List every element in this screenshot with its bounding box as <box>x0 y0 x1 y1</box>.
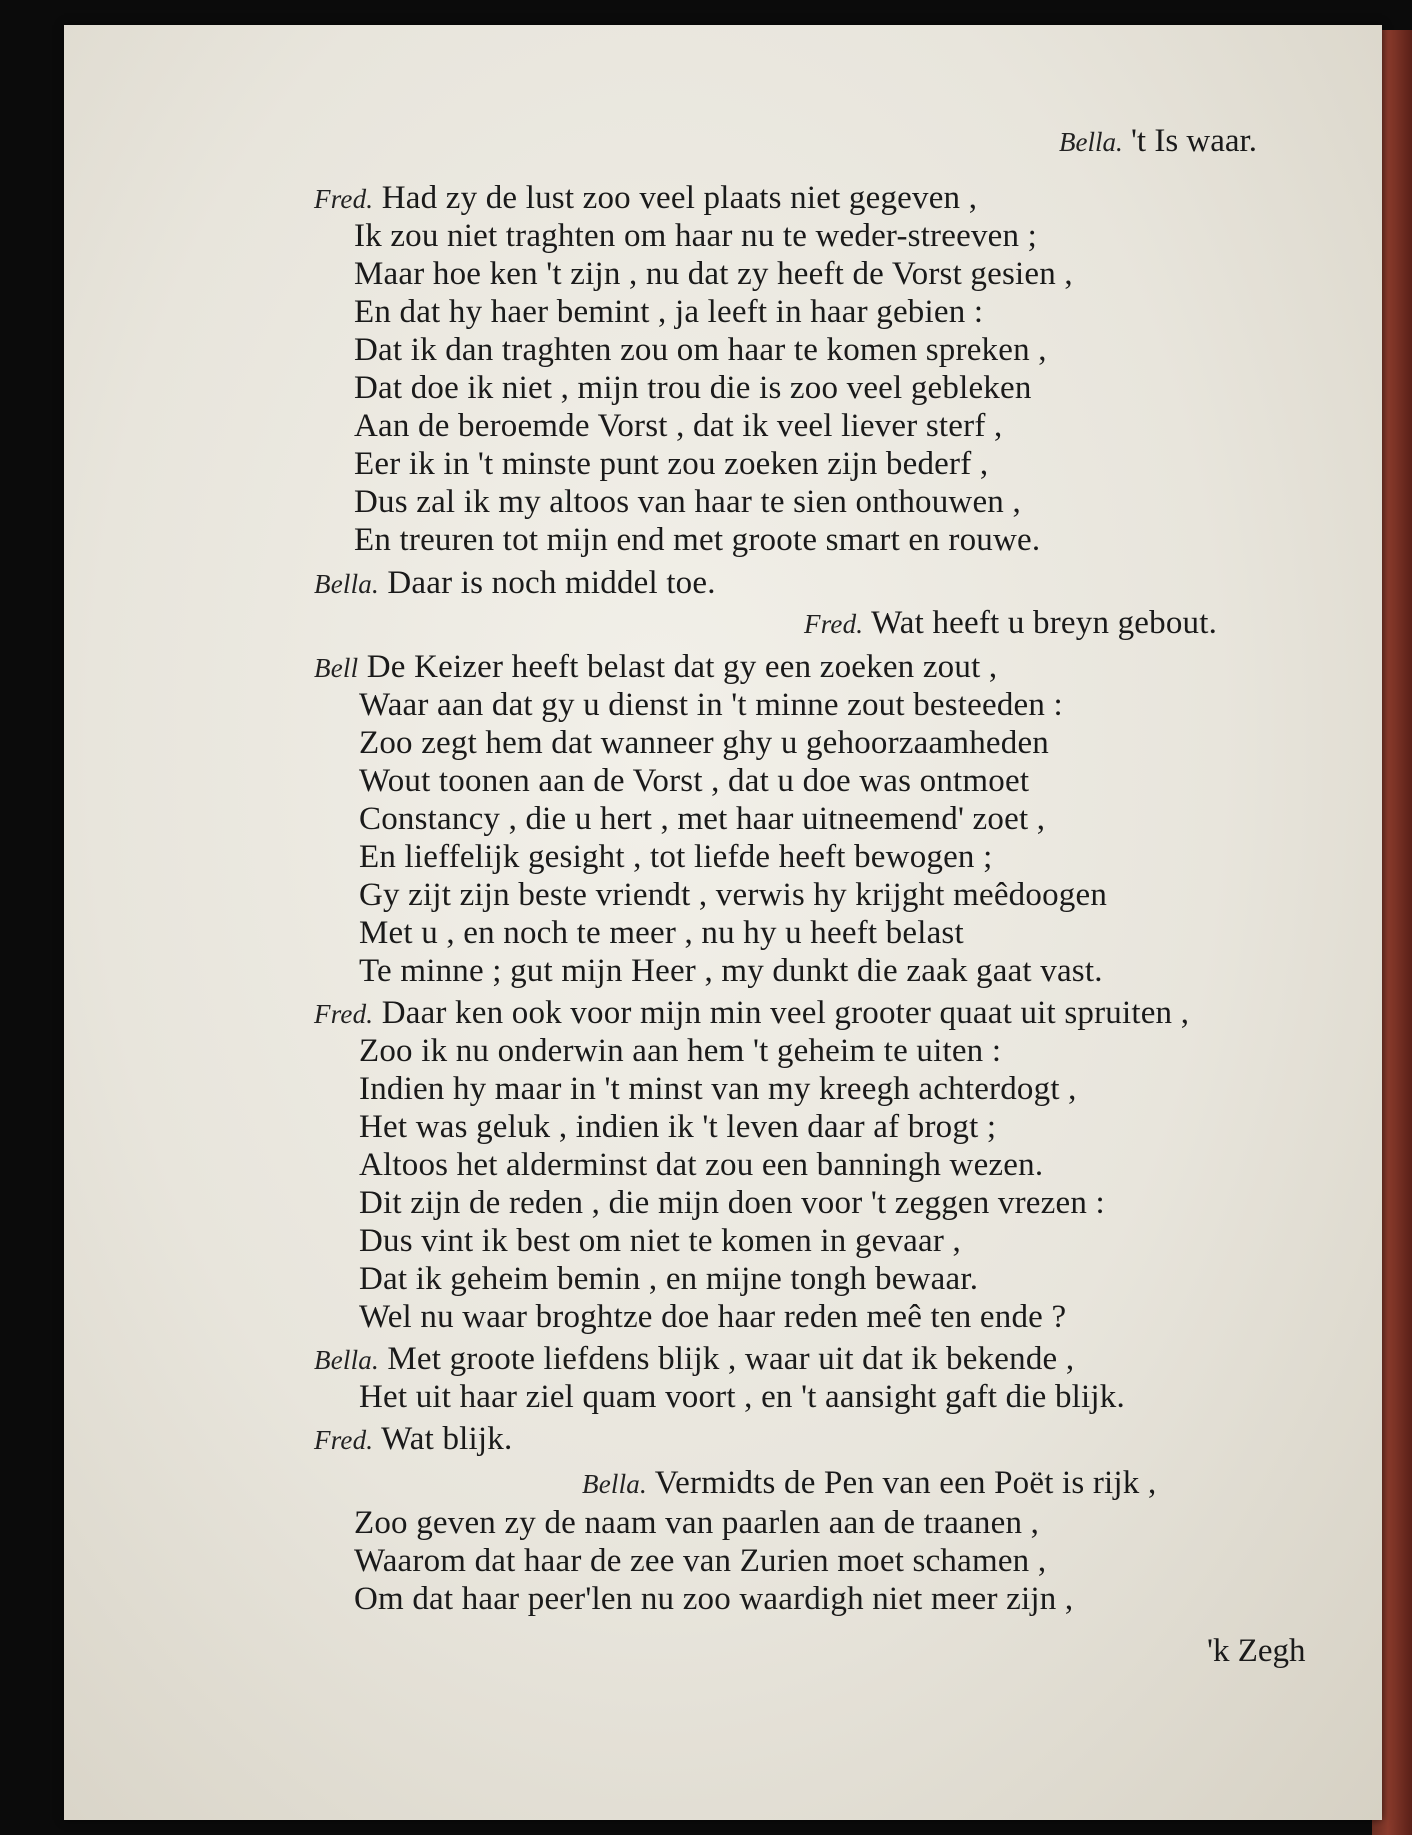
speaker-label: Fred. <box>314 999 374 1029</box>
verse-text: Dit zijn de reden , die mijn doen voor 't zeggen vrezen : <box>359 1185 1105 1221</box>
speaker-label: Fred. <box>804 609 864 639</box>
catchword: 'k Zegh <box>1207 1633 1306 1669</box>
verse-line <box>354 408 1002 445</box>
verse-line <box>354 522 1040 559</box>
verse-text: Om dat haar peer'len nu zoo waardigh niet meer zijn , <box>354 1581 1074 1617</box>
verse-text: Wat heeft u breyn gebout. <box>871 605 1218 641</box>
verse-line <box>359 687 1063 724</box>
verse-line <box>359 801 1045 838</box>
verse-line <box>582 1465 1156 1502</box>
verse-text: Zoo zegt hem dat wanneer ghy u gehoorzaamheden <box>359 725 1050 761</box>
verse-text: De Keizer heeft belast dat gy een zoeken zout , <box>366 649 998 685</box>
verse-text: Vermidts de Pen van een Poët is rijk , <box>654 1465 1157 1501</box>
verse-text: Aan de beroemde Vorst , dat ik veel liever sterf , <box>354 408 1003 444</box>
verse-line <box>354 1543 1046 1580</box>
verse-line <box>314 1421 512 1458</box>
verse-text: En dat hy haer bemint , ja leeft in haar gebien : <box>354 294 984 330</box>
verse-text: Indien hy maar in 't minst van my kreegh achterdogt , <box>359 1071 1077 1107</box>
verse-text: Het was geluk , indien ik 't leven daar af brogt ; <box>359 1109 997 1145</box>
verse-text: Met groote liefdens blijk , waar uit dat ik bekende , <box>387 1341 1075 1377</box>
verse-line <box>359 1071 1077 1108</box>
verse-text: Gy zijt zijn beste vriendt , verwis hy krijght meêdoogen <box>359 877 1108 913</box>
verse-line <box>359 1261 978 1298</box>
verse-line <box>314 995 1189 1032</box>
verse-text: Ik zou niet traghten om haar nu te weder-streeven ; <box>354 218 1038 254</box>
verse-text: Wout toonen aan de Vorst , dat u doe was ontmoet <box>359 763 1030 799</box>
verse-text: Daar ken ook voor mijn min veel grooter quaat uit spruiten , <box>381 995 1190 1031</box>
speaker-label: Bella. <box>314 1345 379 1375</box>
running-head <box>1059 123 1257 160</box>
verse-line <box>354 1505 1039 1542</box>
verse-text: Dus vint ik best om niet te komen in gevaar , <box>359 1223 961 1259</box>
verse-line <box>359 1299 1066 1336</box>
speaker-label: Bella. <box>582 1469 647 1499</box>
verse-line <box>354 446 988 483</box>
speaker-label: Fred. <box>314 1425 374 1455</box>
verse-line <box>804 605 1217 642</box>
verse-text: En treuren tot mijn end met groote smart en rouwe. <box>354 522 1041 558</box>
verse-line <box>354 484 1021 521</box>
verse-text: Dat ik dan traghten zou om haar te komen spreken , <box>354 332 1047 368</box>
book-page <box>64 25 1382 1820</box>
verse-line <box>359 1109 996 1146</box>
speaker-label: Bell <box>314 653 359 683</box>
verse-text: Altoos het alderminst dat zou een banningh wezen. <box>359 1147 1044 1183</box>
verse-text: Dat doe ik niet , mijn trou die is zoo veel gebleken <box>354 370 1032 406</box>
verse-text: Zoo ik nu onderwin aan hem 't geheim te uiten : <box>359 1033 1002 1069</box>
verse-line <box>354 332 1047 369</box>
verse-text: Dat ik geheim bemin , en mijne tongh bewaar. <box>359 1261 979 1297</box>
verse-text: Te minne ; gut mijn Heer , my dunkt die zaak gaat vast. <box>359 953 1103 989</box>
header-speaker: Bella. <box>1059 127 1123 157</box>
verse-line <box>359 1033 1001 1070</box>
verse-line <box>314 1341 1074 1378</box>
header-text: 't Is waar. <box>1130 123 1257 159</box>
verse-line <box>359 1147 1043 1184</box>
page-text-area <box>64 25 1382 1820</box>
verse-text: Maar hoe ken 't zijn , nu dat zy heeft de Vorst gesien , <box>354 256 1073 292</box>
verse-line <box>314 565 716 602</box>
verse-line <box>359 953 1103 990</box>
verse-line <box>359 763 1029 800</box>
verse-line <box>354 218 1037 255</box>
verse-line <box>359 1223 961 1260</box>
verse-line <box>359 1185 1105 1222</box>
verse-line <box>359 839 992 876</box>
verse-text: Daar is noch middel toe. <box>387 565 716 601</box>
verse-line <box>354 370 1032 407</box>
verse-text: Met u , en noch te meer , nu hy u heeft belast <box>359 915 964 951</box>
verse-text: Eer ik in 't minste punt zou zoeken zijn bederf , <box>354 446 989 482</box>
verse-text: Wat blijk. <box>381 1421 513 1457</box>
verse-text: Dus zal ik my altoos van haar te sien onthouwen , <box>354 484 1021 520</box>
verse-line <box>314 649 997 686</box>
verse-line <box>354 294 983 331</box>
verse-text: Waar aan dat gy u dienst in 't minne zout besteeden : <box>359 687 1063 723</box>
verse-line <box>314 180 977 217</box>
verse-text: Het uit haar ziel quam voort , en 't aansight gaft die blijk. <box>359 1379 1125 1415</box>
verse-line <box>359 915 964 952</box>
speaker-label: Bella. <box>314 569 379 599</box>
verse-line <box>354 256 1073 293</box>
verse-text: Waarom dat haar de zee van Zurien moet schamen , <box>354 1543 1047 1579</box>
verse-text: En lieffelijk gesight , tot liefde heeft bewogen ; <box>359 839 993 875</box>
verse-text: Wel nu waar broghtze doe haar reden meê ten ende ? <box>359 1299 1067 1335</box>
verse-text: Had zy de lust zoo veel plaats niet gegeven , <box>381 180 978 216</box>
speaker-label: Fred. <box>314 184 374 214</box>
verse-line <box>359 1379 1125 1416</box>
verse-line <box>359 725 1049 762</box>
verse-text: Zoo geven zy de naam van paarlen aan de traanen , <box>354 1505 1040 1541</box>
verse-line <box>354 1581 1073 1618</box>
verse-text: Constancy , die u hert , met haar uitneemend' zoet , <box>359 801 1046 837</box>
verse-line <box>359 877 1107 914</box>
